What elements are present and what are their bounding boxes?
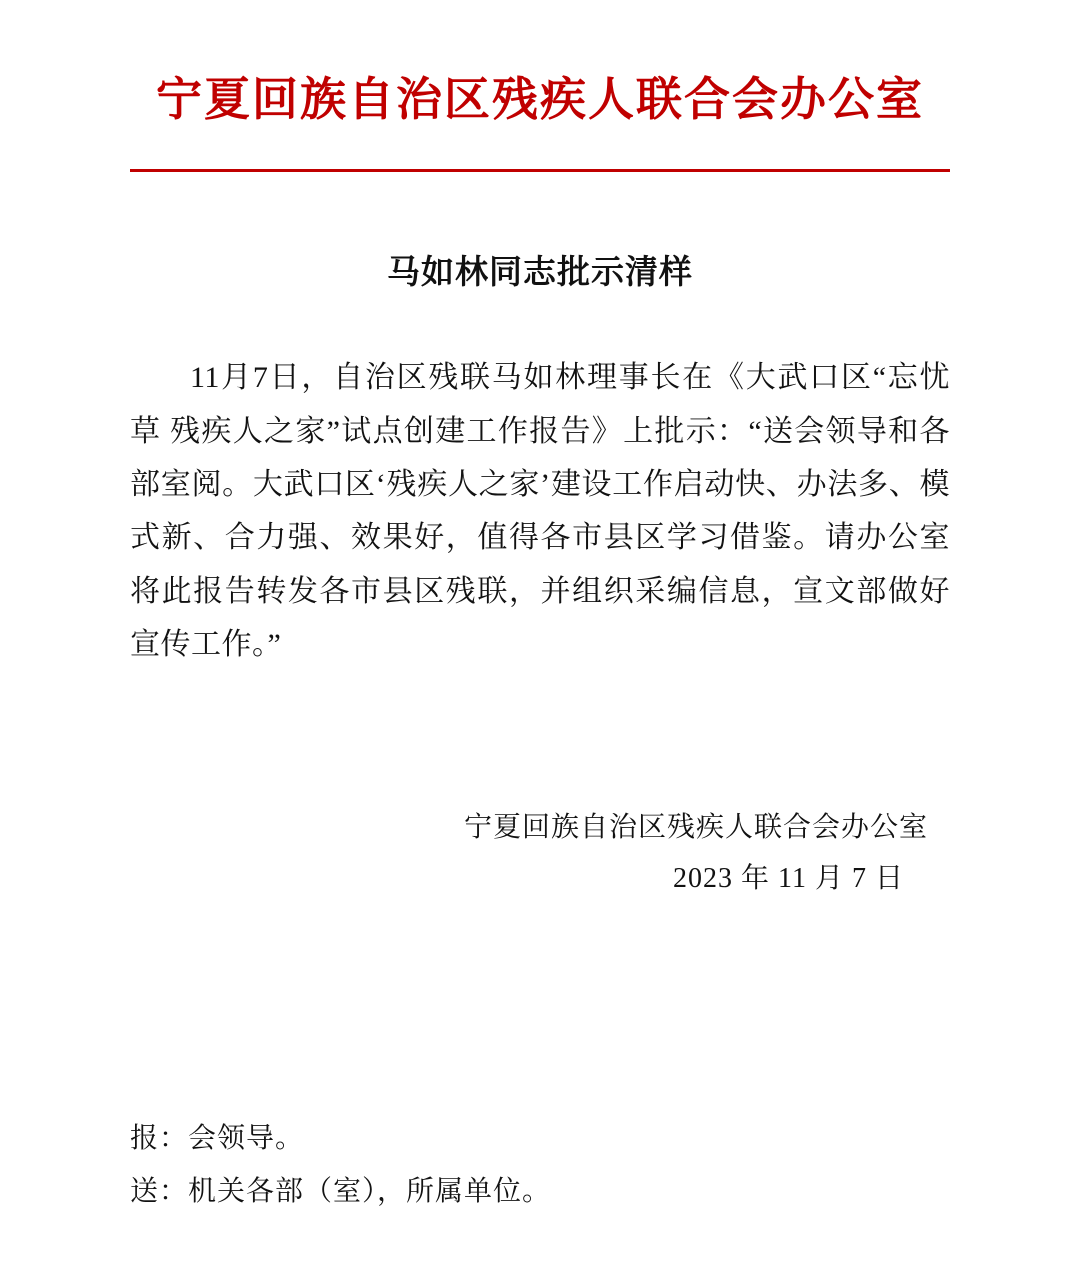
- distribution-send-line: 送：机关各部（室），所属单位。: [130, 1175, 552, 1207]
- masthead: [130, 0, 950, 172]
- masthead-divider: [130, 169, 950, 172]
- signature-issuer: 宁夏回族自治区残疾人联合会办公室: [463, 811, 928, 843]
- document-title: 马如林同志批示清样: [387, 255, 693, 292]
- document-body: [130, 351, 950, 671]
- distribution-block: [130, 1112, 950, 1218]
- signature-block: [130, 802, 950, 906]
- signature-date: 2023 年 11 月 7 日: [673, 863, 904, 895]
- distribution-report-line: 报：会领导。: [130, 1122, 305, 1154]
- masthead-organization-title: 宁夏回族自治区残疾人联合会办公室: [156, 74, 924, 125]
- body-paragraph: 11月7日，自治区残联马如林理事长在《大武口区“忘忧草 残疾人之家”试点创建工作报告》上批示：“送会领导和各部室阅。大武口区‘残疾人之家’建设工作启动快、办法多、模式新、合力强、效果好，值得各市县区学习借鉴。请办公室将此报告转发各市县区残联，并组织采编信息，宣文部做好宣传工作。”: [130, 361, 950, 662]
